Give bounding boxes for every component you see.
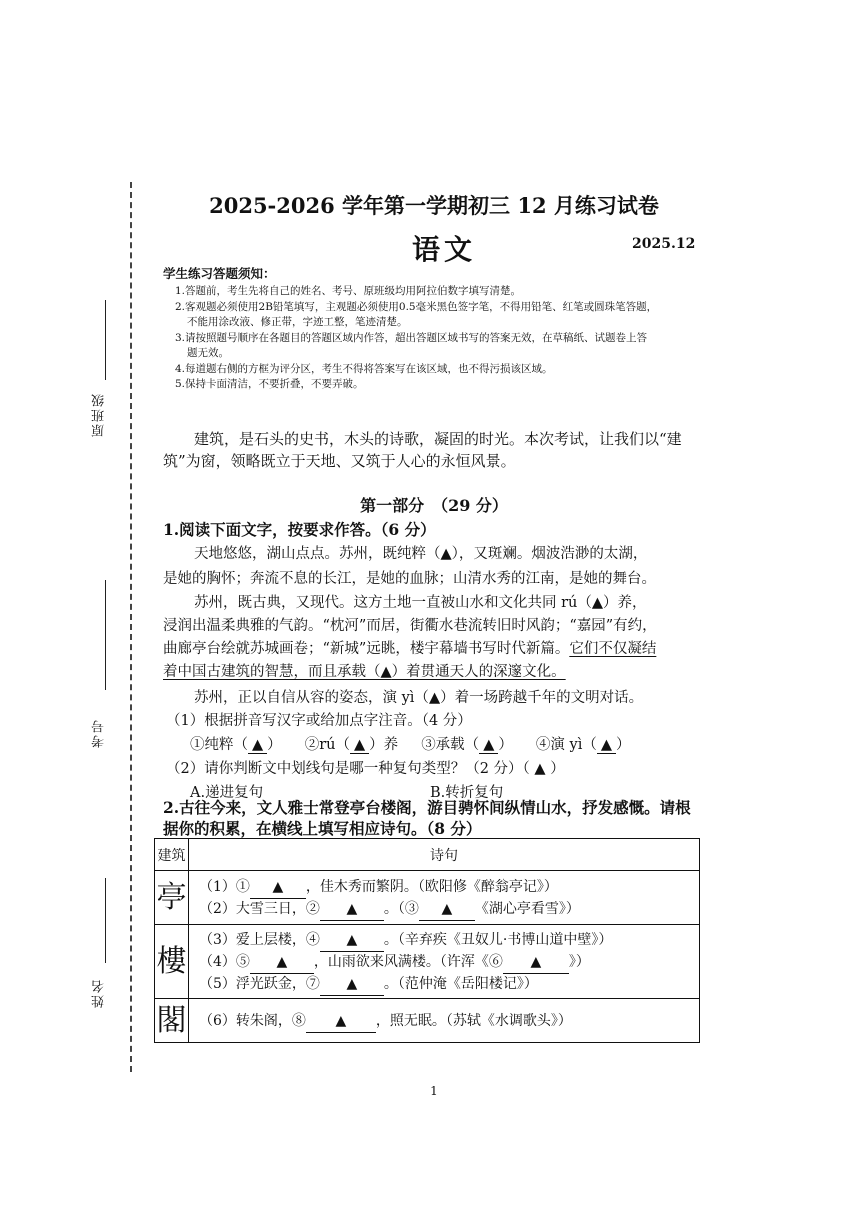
text: 。（范仲淹《岳阳楼记》）	[383, 975, 538, 992]
section-1-title: 第一部分 （29 分）	[360, 496, 508, 515]
answer-blank-7[interactable]: ▲	[320, 973, 384, 996]
notice-item-2: 2.客观题必须使用2B铅笔填写，主观题必须使用0.5毫米黑色签字笔，不得用铅笔、红笔或圆珠笔答题，	[175, 301, 658, 313]
binding-dashed-line	[130, 182, 132, 1072]
seal-pavilion-icon: 亭	[156, 879, 187, 915]
question-2-heading-1: 2.古往今来，文人雅士常登亭台楼阁，游目骋怀间纵情山水，抒发感慨。请根	[163, 798, 691, 817]
poem-line-2	[199, 898, 689, 920]
notice-item-5: 5.保持卡面清洁，不要折叠，不要弄破。	[175, 378, 364, 390]
answer-blank-2[interactable]: ▲	[320, 898, 384, 921]
text: ③承载（	[421, 737, 480, 753]
intro-line-2: 筑”为窗，领略既立于天地、又筑于人心的永恒风景。	[163, 452, 516, 470]
answer-blank-1[interactable]: ▲	[250, 876, 306, 899]
answer-mark[interactable]: ▲	[428, 690, 441, 706]
q1-paragraph-2c	[163, 637, 656, 658]
class-answer-line	[105, 300, 106, 380]
notice-item-2-cont: 不能用涂改液、修正带，字迹工整，笔迹清楚。	[187, 316, 408, 328]
poem-line-5	[199, 973, 689, 995]
notice-item-3-cont: 题无效。	[187, 347, 229, 359]
text: （4）⑤	[199, 953, 250, 970]
answer-mark[interactable]: ▲	[350, 737, 369, 754]
text: 苏州，既古典，又现代。这方土地一直被山水和文化共同 rú（	[194, 595, 592, 611]
text: （2）请你判断文中划线句是哪一种复句类型？（2 分）（	[166, 761, 530, 777]
poem-table	[154, 838, 700, 1043]
text: 《湖心亭看雪》）	[474, 900, 580, 917]
answer-mark[interactable]: ▲	[597, 737, 616, 754]
text: ）养	[369, 737, 399, 753]
text: ）着一场跨越千年的文明对话。	[440, 690, 644, 706]
choice-b[interactable]: B.转折复句	[430, 785, 504, 801]
answer-blank-6[interactable]: ▲	[503, 951, 569, 974]
poem-line-6	[199, 1010, 689, 1032]
answer-mark[interactable]: ▲	[440, 546, 452, 562]
seal-hall-icon: 閣	[156, 1002, 187, 1038]
text: ，山雨欲来风满楼。（许浑《⑥	[313, 953, 503, 970]
exam-date: 2025.12	[632, 236, 696, 252]
answer-blank-3[interactable]: ▲	[419, 898, 475, 921]
text: ②rú（	[304, 737, 350, 753]
name-label: 姓名	[92, 978, 107, 1008]
name-answer-line	[105, 878, 106, 963]
question-1-heading: 1.阅读下面文字，按要求作答。（6 分）	[163, 520, 436, 539]
header-building: 建筑	[155, 839, 189, 871]
answer-blank-5[interactable]: ▲	[250, 951, 314, 974]
answer-blank-8[interactable]: ▲	[306, 1010, 376, 1033]
q1-sub-2	[166, 757, 565, 778]
text: ）	[550, 761, 565, 777]
q1-sub-1: （1）根据拼音写汉字或给加点字注音。（4 分）	[166, 713, 472, 729]
text: ，照无眠。（苏轼《水调歌头》）	[375, 1012, 572, 1029]
text: ）	[267, 737, 282, 753]
text: （3）爱上层楼，④	[199, 931, 320, 948]
answer-mark[interactable]: ▲	[248, 737, 267, 754]
text: ）	[616, 737, 631, 753]
underlined-sentence: ）着贯通天人的深邃文化。	[391, 664, 566, 680]
answer-mark[interactable]: ▲	[380, 664, 392, 680]
text: ，佳木秀而繁阴。（欧阳修《醉翁亭记》）	[305, 878, 558, 895]
text: ④演 yì（	[535, 737, 597, 753]
answer-blank-4[interactable]: ▲	[320, 929, 384, 952]
intro-line-1: 建筑，是石头的史书，木头的诗歌，凝固的时光。本次考试，让我们以“建	[194, 430, 682, 448]
notice-item-4: 4.每道题右侧的方框为评分区，考生不得将答案写在该区域，也不得污损该区域。	[175, 363, 553, 375]
class-label: 原班级	[92, 392, 107, 437]
text: 天地悠悠，湖山点点。苏州，既纯粹（	[194, 546, 441, 562]
q1-paragraph-2b: 浸润出温柔典雅的气韵。“枕河”而居，街衢水巷流转旧时风韵；“嘉园”有约，	[163, 618, 657, 634]
number-label: 考号	[92, 718, 107, 748]
poem-line-4	[199, 951, 689, 973]
page-number: 1	[430, 1084, 438, 1098]
underlined-sentence: 着中国古建筑的智慧，而且承载（	[163, 664, 381, 680]
notice-item-1: 1.答题前，考生先将自己的姓名、考号、原班级均用阿拉伯数字填写清楚。	[175, 285, 522, 297]
q1-paragraph-1a	[194, 542, 647, 563]
text: 。（辛弃疾《丑奴儿·书博山道中壁》）	[383, 931, 613, 948]
text: 》）	[568, 953, 590, 970]
text: （6）转朱阁，⑧	[199, 1012, 306, 1029]
text: 曲廊亭台绘就苏城画卷；“新城”远眺，楼宇幕墙书写时代新篇。	[163, 641, 570, 657]
text: 。（③	[383, 900, 419, 917]
text: 苏州，正以自信从容的姿态，演 yì（	[194, 690, 429, 706]
q1-sub-1-options	[190, 733, 631, 754]
exam-title: 2025-2026 学年第一学期初三 12 月练习试卷	[209, 193, 659, 218]
poem-line-3	[199, 929, 689, 951]
q1-paragraph-2d	[163, 660, 566, 681]
answer-mark[interactable]: ▲	[479, 737, 498, 754]
header-poem: 诗句	[189, 839, 700, 871]
poem-line-1	[199, 876, 689, 898]
text: （1）①	[199, 878, 250, 895]
q1-paragraph-1b: 是她的胸怀；奔流不息的长江，是她的血脉；山清水秀的江南，是她的舞台。	[163, 571, 656, 587]
choice-a[interactable]: A.递进复句	[190, 785, 264, 801]
answer-mark[interactable]: ▲	[534, 761, 546, 777]
text: ）	[498, 737, 513, 753]
question-2-heading-2: 据你的积累，在横线上填写相应诗句。（8 分）	[163, 819, 482, 838]
q1-paragraph-3	[194, 686, 643, 707]
text: ）养，	[603, 595, 647, 611]
text: （5）浮光跃金，⑦	[199, 975, 320, 992]
text: ），又斑斓。烟波浩渺的太湖，	[451, 546, 648, 562]
notice-heading: 学生练习答题须知：	[163, 266, 276, 281]
underlined-sentence: 它们不仅凝结	[569, 641, 657, 657]
notice-item-3: 3.请按照题号顺序在各题目的答题区域内作答，超出答题区域书写的答案无效，在草稿纸、试题卷上答	[175, 332, 648, 344]
answer-mark[interactable]: ▲	[591, 595, 604, 611]
seal-tower-icon: 樓	[156, 943, 187, 979]
text: ①纯粹（	[190, 737, 248, 753]
text: （2）大雪三日，②	[199, 900, 320, 917]
q1-paragraph-2a	[194, 591, 647, 612]
number-answer-line	[105, 580, 106, 690]
exam-subject: 语文	[412, 233, 477, 266]
